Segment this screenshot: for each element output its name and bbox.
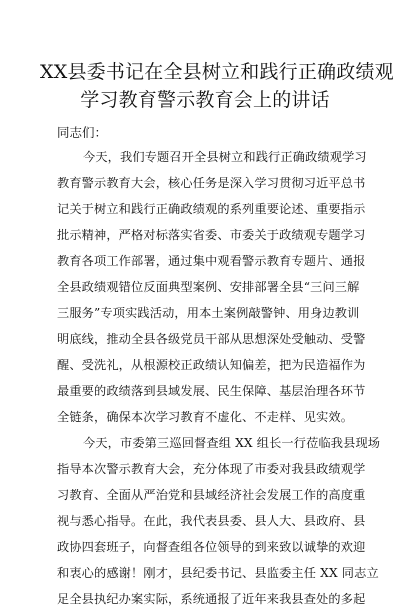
paragraph-1-line: 批示精神，严格对标落实省委、市委关于政绩观专题学习 — [57, 228, 366, 242]
paragraph-1-line: 最重要的政绩落到县域发展、民生保障、基层治理各环节 — [57, 384, 366, 398]
paragraph-2-line: 视与悉心指导。在此，我代表县委、县人大、县政府、县 — [57, 514, 366, 528]
paragraph-1-line: 今天，我们专题召开全县树立和践行正确政绩观学习 — [83, 150, 367, 164]
paragraph-1-line: 记关于树立和践行正确政绩观的系列重要论述、重要指示 — [57, 202, 366, 216]
paragraph-1-line: 醒、受洗礼，从根源校正政绩认知偏差，把为民造福作为 — [57, 358, 366, 372]
paragraph-2-line: 政协四套班子，向督查组各位领导的到来致以诚挚的欢迎 — [57, 540, 366, 554]
paragraph-2-line: 今天，市委第三巡回督查组 XX 组长一行莅临我县现场 — [83, 436, 381, 450]
speech-body — [57, 144, 381, 612]
paragraph-1-line: 教育各项工作部署，通过集中观看警示教育专题片、通报 — [57, 254, 366, 268]
paragraph-1-line: 教育警示教育大会，核心任务是深入学习贯彻习近平总书 — [57, 176, 366, 190]
paragraph-1-line: 全链条，确保本次学习教育不虚化、不走样、见实效。 — [57, 410, 354, 424]
title-line-1: XX县委书记在全县树立和践行正确政绩观 — [40, 61, 394, 83]
title-line-2: 学习教育警示教育会上的讲话 — [80, 89, 330, 111]
paragraph-2-line: 指导本次警示教育大会，充分体现了市委对我县政绩观学 — [57, 462, 366, 476]
paragraph-2-line: 和衷心的感谢！刚才，县纪委书记、县监委主任 XX 同志立 — [57, 566, 379, 580]
paragraph-1-line: 全县政绩观错位反面典型案例、安排部署全县“三问三解 — [57, 280, 360, 294]
paragraph-1-line: 三服务”专项实践活动，用本土案例敲警钟、用身边教训 — [57, 306, 360, 320]
salutation: 同志们： — [57, 125, 108, 140]
paragraph-1-line: 明底线，推动全县各级党员干部从思想深处受触动、受警 — [57, 332, 366, 346]
paragraph-2-line: 习教育、全面从严治党和县域经济社会发展工作的高度重 — [57, 488, 366, 502]
paragraph-2-line: 足全县执纪办案实际，系统通报了近年来我县查处的多起 — [57, 592, 366, 606]
